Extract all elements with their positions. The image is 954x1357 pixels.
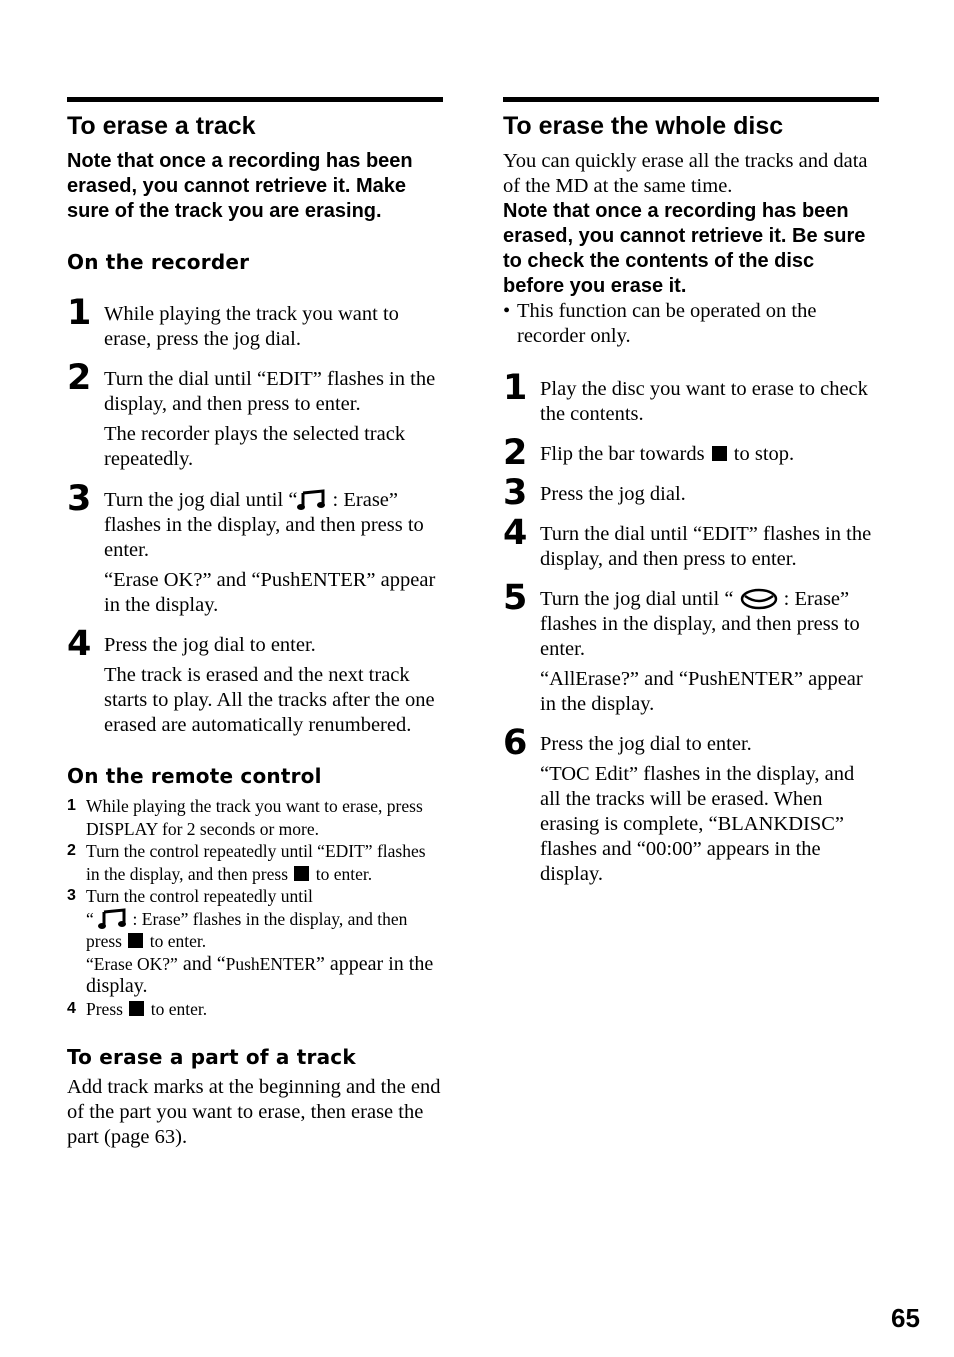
recorder-step-3-result: “Erase OK?” and “PushENTER” appear in the display. xyxy=(104,569,436,616)
step-text-post: to enter. xyxy=(145,931,207,951)
disc-step-3 xyxy=(503,473,879,513)
step-text: Play the disc you want to erase to check the contents. xyxy=(540,378,868,425)
step-text-post: : Erase” flashes in the display, and then press to enter. xyxy=(104,489,424,561)
step-number: 5 xyxy=(503,578,528,618)
step-number: 1 xyxy=(67,797,76,814)
step-text: Turn the dial until “EDIT” flashes in the display, and then press to enter. xyxy=(540,523,872,570)
erase-part-text: Add track marks at the beginning and the end of the part you want to erase, then erase the part (page 63). xyxy=(67,1076,441,1148)
page-number: 65 xyxy=(891,1303,920,1333)
step-number: 4 xyxy=(67,999,76,1017)
step-text: Turn the dial until “EDIT” flashes in the display, and then press to enter. xyxy=(104,368,436,415)
step-number: 2 xyxy=(67,842,76,859)
step-text: Press the jog dial. xyxy=(540,483,686,505)
disc-step-5-result: “AllErase?” and “PushENTER” appear in the display. xyxy=(540,668,863,715)
step-text: While playing the track you want to erase, press the jog dial. xyxy=(104,303,399,350)
step-text-pre: Turn the jog dial until “ xyxy=(540,588,739,610)
disc-step-6-result: “TOC Edit” flashes in the display, and all the tracks will be erased. When erasing is complete, “BLANKDISC” flashes and “00:00” appears in the display. xyxy=(540,763,855,885)
disc-icon xyxy=(739,588,779,610)
step-number: 3 xyxy=(67,479,92,519)
step-number: 3 xyxy=(67,887,76,904)
step-text-post: to enter. xyxy=(311,863,373,884)
right-column xyxy=(503,97,879,887)
recorder-only-bullet xyxy=(503,299,879,349)
step-number: 2 xyxy=(67,358,92,398)
result-part-1: “Erase OK?” xyxy=(86,953,178,974)
step-text-post: to enter. xyxy=(146,998,208,1019)
recorder-steps xyxy=(67,293,443,738)
step-number: 4 xyxy=(67,624,92,664)
erase-disc-intro: You can quickly erase all the tracks and data of the MD at the same time. xyxy=(503,150,868,197)
step-number: 3 xyxy=(503,473,528,513)
track-note-icon xyxy=(98,908,128,930)
erase-disc-note: Note that once a recording has been erased, you cannot retrieve it. Be sure to check the contents of the disc before you erase it. xyxy=(503,200,866,297)
step-text-mid: : Erase” flashes in the display, and then press xyxy=(86,908,408,951)
bullet-text: This function can be operated on the recorder only. xyxy=(517,300,817,347)
result-part-2: and “ xyxy=(177,952,226,975)
remote-step-2 xyxy=(67,840,443,885)
stop-icon xyxy=(294,866,309,881)
erase-track-title: To erase a track xyxy=(67,112,256,140)
step-number: 2 xyxy=(503,433,528,473)
remote-step-3 xyxy=(67,885,443,998)
recorder-step-3 xyxy=(67,479,443,563)
step-number: 4 xyxy=(503,513,528,553)
step-text-pre: Flip the bar towards xyxy=(540,443,710,465)
step-text-pre: Turn the control repeatedly until “EDIT” flashes in the display, and then press xyxy=(86,841,426,884)
step-text-pre: Press xyxy=(86,998,128,1019)
recorder-step-1 xyxy=(67,293,443,352)
recorder-step-2-result: The recorder plays the selected track repeatedly. xyxy=(104,423,406,470)
erase-part-heading: To erase a part of a track xyxy=(67,1045,356,1069)
disc-step-1 xyxy=(503,368,879,427)
stop-icon xyxy=(129,1001,144,1016)
recorder-step-2 xyxy=(67,358,443,417)
disc-step-6 xyxy=(503,723,879,763)
on-remote-heading: On the remote control xyxy=(67,764,322,788)
step-text-post: : Erase” flashes in the display, and then press to enter. xyxy=(540,588,860,660)
step-text-post: to stop. xyxy=(728,443,795,465)
erase-disc-title: To erase the whole disc xyxy=(503,112,784,140)
step-number: 1 xyxy=(503,368,528,408)
disc-step-4 xyxy=(503,513,879,572)
step-text-line1: Turn the control repeatedly until xyxy=(86,886,313,906)
stop-icon xyxy=(128,933,143,948)
left-column xyxy=(67,97,443,1150)
result-part-3: PushENTER xyxy=(225,953,317,974)
remote-steps xyxy=(67,795,443,1020)
erase-track-note: Note that once a recording has been erased, you cannot retrieve it. Make sure of the track you are erasing. xyxy=(67,150,413,222)
recorder-step-4 xyxy=(67,624,443,664)
on-recorder-heading: On the recorder xyxy=(67,250,250,274)
step-text-pre: Turn the jog dial until “ xyxy=(104,489,298,511)
remote-step-1 xyxy=(67,795,443,840)
step-text-pre: “ xyxy=(86,908,99,929)
step-text: While playing the track you want to erase, press DISPLAY for 2 seconds or more. xyxy=(86,796,423,839)
step-text: Press the jog dial to enter. xyxy=(540,733,752,755)
section-rule xyxy=(67,97,443,102)
disc-step-5 xyxy=(503,578,879,662)
stop-icon xyxy=(712,446,727,461)
step-number: 6 xyxy=(503,723,528,763)
disc-steps xyxy=(503,368,879,887)
remote-step-4 xyxy=(67,998,443,1021)
step-number: 1 xyxy=(67,293,92,333)
step-text: Press the jog dial to enter. xyxy=(104,634,316,656)
remote-step-3-result xyxy=(86,953,443,998)
section-rule xyxy=(503,97,879,102)
recorder-step-4-result: The track is erased and the next track starts to play. All the tracks after the one erased are automatically renumbered. xyxy=(104,664,435,736)
track-note-icon xyxy=(297,489,327,511)
result-part-4: ” appear in the display. xyxy=(86,952,434,997)
bullet-mark: • xyxy=(503,300,511,322)
disc-step-2 xyxy=(503,433,879,473)
